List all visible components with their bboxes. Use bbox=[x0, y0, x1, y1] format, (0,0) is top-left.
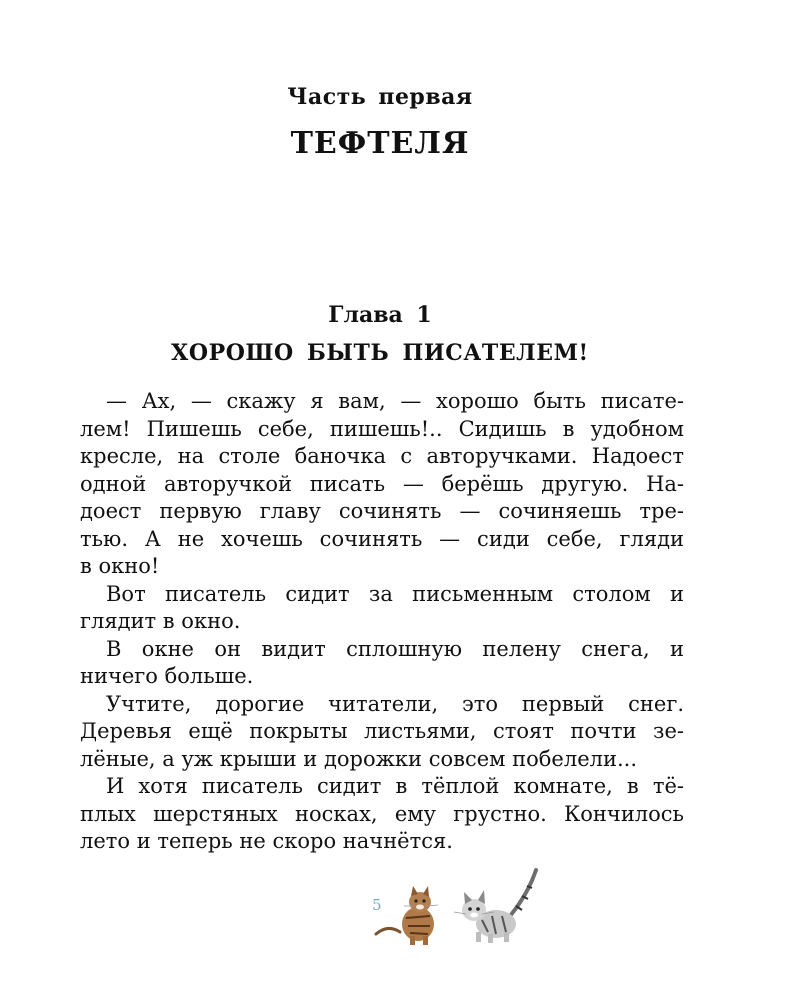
text-line: плых шерстяных носках, ему грустно. Кончилось bbox=[80, 801, 684, 826]
part-label: Часть первая bbox=[287, 84, 473, 110]
text-line: лёные, а уж крыши и дорожки совсем побелели... bbox=[80, 746, 637, 771]
part-title: ТЕФТЕЛЯ bbox=[290, 126, 470, 161]
text-line: доест первую главу сочинять — сочиняешь тре- bbox=[80, 499, 684, 523]
chapter-body-text bbox=[80, 388, 684, 856]
text-line: в окно! bbox=[80, 554, 160, 578]
page-number: 5 bbox=[372, 896, 382, 914]
grey-cat-icon bbox=[454, 870, 536, 943]
text-line: лето и теперь не скоро начнётся. bbox=[80, 829, 453, 853]
paragraph bbox=[80, 691, 684, 774]
text-line: кресле, на столе баночка с авторучками. Надоест bbox=[80, 444, 684, 468]
chapter-label: Глава 1 bbox=[328, 302, 432, 328]
text-line: Учтите, дорогие читатели, это первый снег. bbox=[106, 691, 684, 716]
chapter-title: ХОРОШО БЫТЬ ПИСАТЕЛЕМ! bbox=[171, 340, 589, 366]
text-line: одной авторучкой писать — берёшь другую. На- bbox=[80, 471, 684, 496]
paragraph bbox=[80, 388, 684, 581]
text-line: Вот писатель сидит за письменным столом и bbox=[106, 581, 684, 606]
paragraph bbox=[80, 581, 684, 636]
text-line: И хотя писатель сидит в тёплой комнате, в тё- bbox=[106, 774, 684, 798]
tabby-cat-icon bbox=[376, 886, 438, 945]
text-line: глядит в окно. bbox=[80, 609, 241, 633]
text-line: лем! Пишешь себе, пишешь!.. Сидишь в удобном bbox=[80, 416, 684, 441]
text-line: В окне он видит сплошную пелену снега, и bbox=[106, 636, 684, 661]
two-cats-illustration bbox=[370, 866, 550, 948]
text-line: — Ах, — скажу я вам, — хорошо быть писате- bbox=[106, 389, 684, 413]
text-line: ничего больше. bbox=[80, 664, 254, 688]
paragraph bbox=[80, 773, 684, 856]
text-line: Деревья ещё покрыты листьями, стоят почти зе- bbox=[80, 719, 684, 743]
text-line: тью. А не хочешь сочинять — сиди себе, гляди bbox=[80, 526, 684, 551]
paragraph bbox=[80, 636, 684, 691]
